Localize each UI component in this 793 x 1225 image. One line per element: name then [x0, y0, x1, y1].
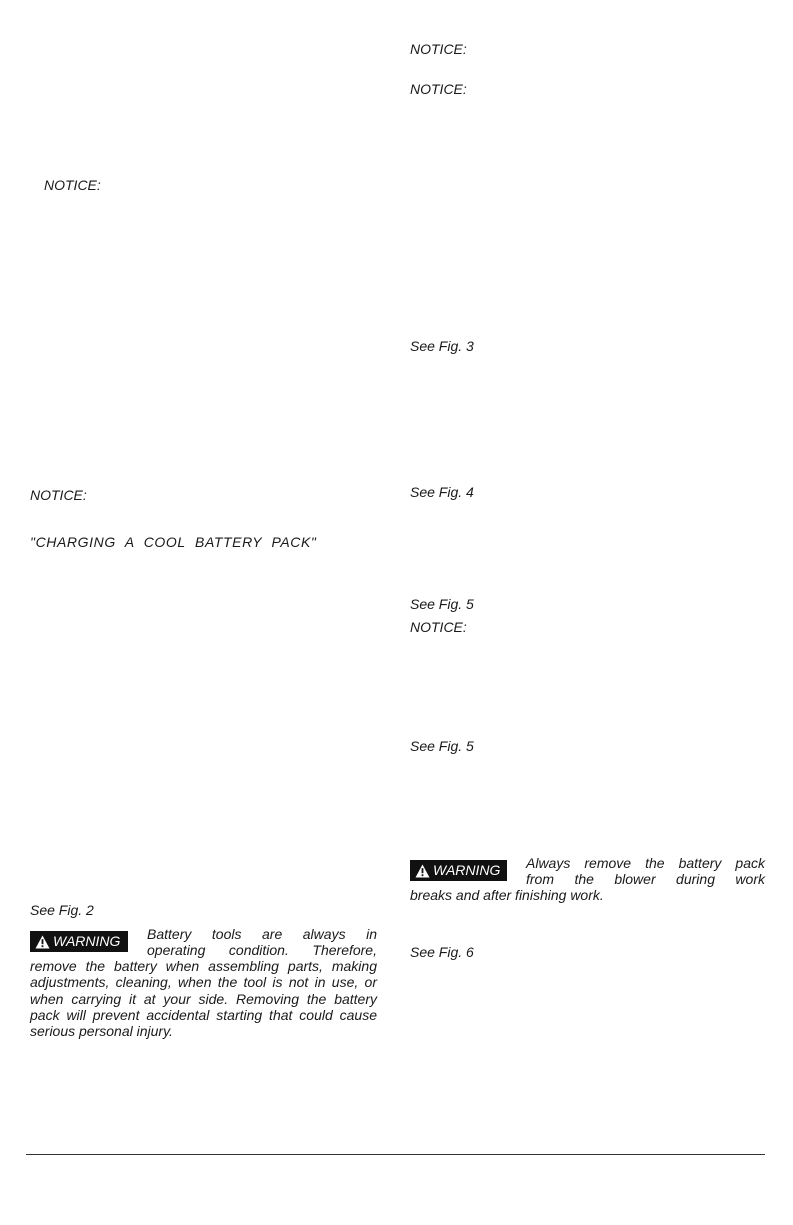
warning-text-line: operating condition. Therefore,: [147, 942, 377, 958]
warning-badge: [410, 860, 507, 881]
figure-reference: See Fig. 3: [410, 338, 474, 354]
figure-reference: See Fig. 2: [30, 902, 94, 918]
warning-badge: [30, 931, 128, 952]
warning-body: breaks and after finishing work.: [410, 887, 604, 903]
warning-text-line: Always remove the battery pack: [526, 855, 765, 871]
warning-badge-label: WARNING: [53, 933, 121, 949]
notice-label: NOTICE:: [30, 487, 87, 503]
notice-label: NOTICE:: [410, 619, 467, 635]
warning-triangle-icon: [415, 864, 430, 878]
warning-badge-label: WARNING: [433, 862, 501, 878]
warning-text-line: from the blower during work: [526, 871, 765, 887]
warning-body: remove the battery when assembling parts, making adjustments, cleaning, when the tool is not in use, or when carrying it at your side. Removing the battery pack will prevent accidental starting that could cause serious personal injury.: [30, 958, 377, 1040]
warning-text-line: Battery tools are always in: [147, 926, 377, 942]
figure-reference: See Fig. 6: [410, 944, 474, 960]
charging-section-reference: "CHARGING A COOL BATTERY PACK": [30, 534, 317, 550]
warning-triangle-icon: [35, 935, 50, 949]
figure-reference: See Fig. 5: [410, 738, 474, 754]
notice-label: NOTICE:: [410, 41, 467, 57]
notice-label: NOTICE:: [44, 177, 101, 193]
notice-label: NOTICE:: [410, 81, 467, 97]
figure-reference: See Fig. 5: [410, 596, 474, 612]
figure-reference: See Fig. 4: [410, 484, 474, 500]
footer-divider: [26, 1154, 765, 1155]
